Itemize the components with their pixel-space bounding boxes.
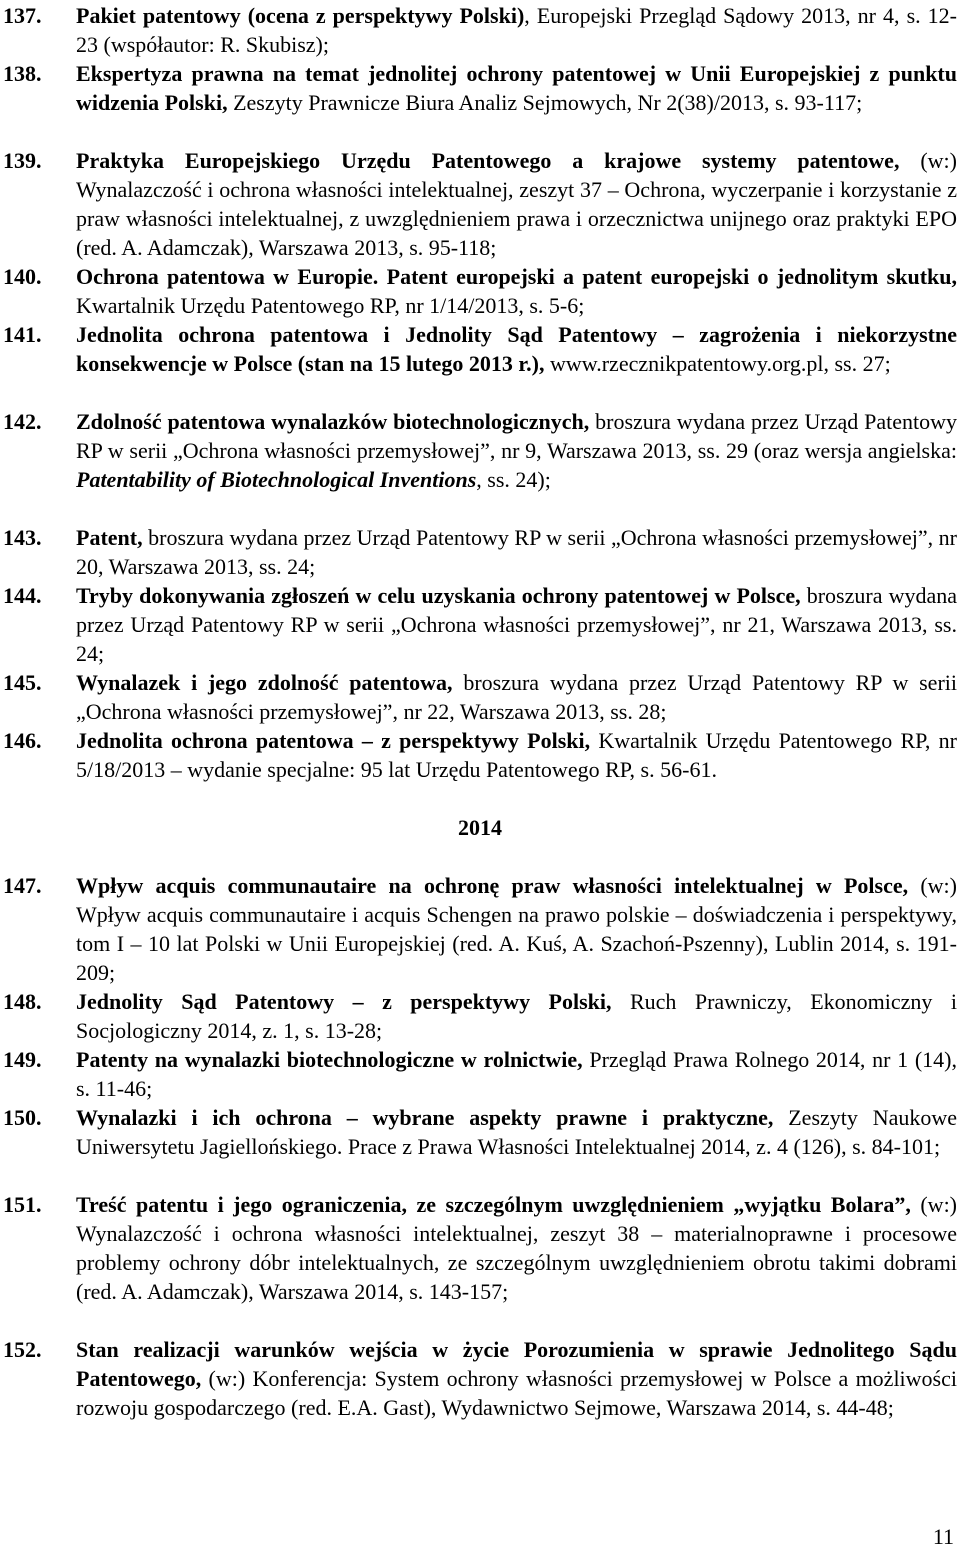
entry-text — [76, 581, 957, 668]
entry-citation: www.rzecznikpatentowy.org.pl, ss. 27; — [544, 351, 891, 376]
entry-title: Patent, — [76, 525, 143, 550]
entry-number: 145. — [3, 670, 42, 695]
bibliography-entry — [0, 1045, 957, 1103]
bibliography-entry — [0, 523, 957, 581]
bibliography-entry — [0, 1103, 957, 1161]
entry-text — [76, 1, 957, 59]
entry-title: Ochrona patentowa w Europie. Patent europejski a patent europejski o jednolitym skutku, — [76, 264, 957, 289]
entry-number: 146. — [3, 728, 42, 753]
entry-number: 151. — [3, 1192, 42, 1217]
page-number: 11 — [932, 1524, 954, 1549]
year-heading: 2014 — [458, 815, 502, 840]
entry-title: Tryby dokonywania zgłoszeń w celu uzyskania ochrony patentowej w Polsce, — [76, 583, 801, 608]
entry-citation: Przegląd Prawa Rolnego 2014, nr 1 (14), s. 11-46; — [76, 1047, 957, 1101]
entry-number: 144. — [3, 583, 42, 608]
bibliography-entry — [0, 1190, 957, 1306]
entry-citation: , Europejski Przegląd Sądowy 2013, nr 4, s. 12-23 (współautor: R. Skubisz); — [76, 3, 957, 57]
entry-title: Patenty na wynalazki biotechnologiczne w rolnictwie, — [76, 1047, 583, 1072]
bibliography-entry — [0, 987, 957, 1045]
entry-title: Ekspertyza prawna na temat jednolitej ochrony patentowej w Unii Europejskiej z punktu widzenia Polski, — [76, 61, 957, 115]
entry-text — [76, 320, 957, 378]
entry-text — [76, 1190, 957, 1306]
entry-title-italic: Patentability of Biotechnological Inventions — [76, 467, 477, 492]
bibliography-entry — [0, 1335, 957, 1422]
entry-citation: broszura wydana przez Urząd Patentowy RP w serii „Ochrona własności przemysłowej”, nr 21, Warszawa 2013, ss. 24; — [76, 583, 957, 666]
entry-title: Wpływ acquis communautaire na ochronę praw własności intelektualnej w Polsce, — [76, 873, 909, 898]
entry-title: Jednolity Sąd Patentowy – z perspektywy Polski, — [76, 989, 612, 1014]
entry-number: 148. — [3, 989, 42, 1014]
entry-title: Wynalazki i ich ochrona – wybrane aspekty prawne i praktyczne, — [76, 1105, 774, 1130]
entry-citation: Zeszyty Prawnicze Biura Analiz Sejmowych, Nr 2(38)/2013, s. 93-117; — [227, 90, 863, 115]
entry-number: 140. — [3, 264, 42, 289]
bibliography-entry — [0, 407, 957, 494]
entry-text — [76, 668, 957, 726]
entry-text — [76, 59, 957, 117]
bibliography-entry — [0, 146, 957, 262]
entry-number: 138. — [3, 61, 42, 86]
entry-title: Jednolita ochrona patentowa i Jednolity Sąd Patentowy – zagrożenia i niekorzystne konsekwencje w Polsce (stan na 15 lutego 2013 r.), — [76, 322, 957, 376]
bibliography-entry — [0, 668, 957, 726]
entry-text — [76, 1335, 957, 1422]
bibliography-entry — [0, 726, 957, 784]
entry-citation: , ss. 24); — [476, 467, 551, 492]
entry-text — [76, 146, 957, 262]
bibliography-entry — [0, 581, 957, 668]
entry-title: Treść patentu i jego ograniczenia, ze szczególnym uwzględnieniem „wyjątku Bolara”, — [76, 1192, 911, 1217]
entry-number: 147. — [3, 873, 42, 898]
bibliography-entry — [0, 1, 957, 59]
entry-text — [76, 726, 957, 784]
entry-citation: (w:) Konferencja: System ochrony własności przemysłowej w Polsce a możliwości rozwoju gospodarczego (red. E.A. Gast), Wydawnictwo Sejmowe, Warszawa 2014, s. 44-48; — [76, 1366, 957, 1420]
entry-number: 141. — [3, 322, 42, 347]
bibliography-entry — [0, 320, 957, 378]
entry-citation: Kwartalnik Urzędu Patentowego RP, nr 1/14/2013, s. 5-6; — [76, 293, 585, 318]
bibliography-entry — [0, 59, 957, 117]
entry-title: Stan realizacji warunków wejścia w życie Porozumienia w sprawie Jednolitego Sądu Patentowego, — [76, 1337, 957, 1391]
entry-number: 143. — [3, 525, 42, 550]
bibliography-entry — [0, 262, 957, 320]
entry-number: 137. — [3, 3, 42, 28]
entry-text — [76, 523, 957, 581]
entry-text — [76, 1045, 957, 1103]
entry-number: 139. — [3, 148, 42, 173]
entry-title: Praktyka Europejskiego Urzędu Patentowego a krajowe systemy patentowe, — [76, 148, 900, 173]
entry-citation: (w:) Wpływ acquis communautaire i acquis Schengen na prawo polskie – doświadczenia i perspektywy, tom I – 10 lat Polski w Unii Europejskiej (red. A. Kuś, A. Szachoń-Pszenny), Lublin 2014, s. 191-209; — [76, 873, 957, 985]
entry-citation: broszura wydana przez Urząd Patentowy RP w serii „Ochrona własności przemysłowej”, nr 20, Warszawa 2013, ss. 24; — [76, 525, 957, 579]
entry-citation: (w:) Wynalazczość i ochrona własności intelektualnej, zeszyt 38 – materialnoprawne i procesowe problemy ochrony dóbr intelektualnych, ze szczególnym uwzględnieniem obrotu takimi dobrami (red. A. Adamczak), Warszawa 2014, s. 143-157; — [76, 1192, 958, 1304]
entry-citation: Zeszyty Naukowe Uniwersytetu Jagiellońskiego. Prace z Prawa Własności Intelektualnej 2014, z. 4 (126), s. 84-101; — [76, 1105, 957, 1159]
entry-number: 142. — [3, 409, 42, 434]
entry-text — [76, 262, 957, 320]
entry-title: Wynalazek i jego zdolność patentowa, — [76, 670, 453, 695]
entry-citation: (w:) Wynalazczość i ochrona własności intelektualnej, zeszyt 37 – Ochrona, wyczerpanie i korzystanie z praw własności intelektualnej, z uwzględnieniem prawa i orzecznictwa unijnego oraz praktyki EPO (red. A. Adamczak), Warszawa 2013, s. 95-118; — [76, 148, 957, 260]
entry-number: 149. — [3, 1047, 42, 1072]
entry-citation: broszura wydana przez Urząd Patentowy RP w serii „Ochrona własności przemysłowej”, nr 22, Warszawa 2013, ss. 28; — [76, 670, 957, 724]
entry-title: Jednolita ochrona patentowa – z perspektywy Polski, — [76, 728, 591, 753]
entry-number: 150. — [3, 1105, 42, 1130]
entry-text — [76, 871, 957, 987]
entry-citation: Kwartalnik Urzędu Patentowego RP, nr 5/18/2013 – wydanie specjalne: 95 lat Urzędu Patentowego RP, s. 56-61. — [76, 728, 957, 782]
entry-citation: Ruch Prawniczy, Ekonomiczny i Socjologiczny 2014, z. 1, s. 13-28; — [76, 989, 957, 1043]
bibliography-entry — [0, 871, 957, 987]
entry-text — [76, 987, 957, 1045]
entry-citation: broszura wydana przez Urząd Patentowy RP w serii „Ochrona własności przemysłowej”, nr 9, Warszawa 2013, ss. 29 (oraz wersja angielska: — [76, 409, 957, 463]
entry-title: Zdolność patentowa wynalazków biotechnologicznych, — [76, 409, 590, 434]
entry-text — [76, 407, 957, 494]
entry-number: 152. — [3, 1337, 42, 1362]
entry-title: Pakiet patentowy (ocena z perspektywy Polski) — [76, 3, 525, 28]
entry-text — [76, 1103, 957, 1161]
